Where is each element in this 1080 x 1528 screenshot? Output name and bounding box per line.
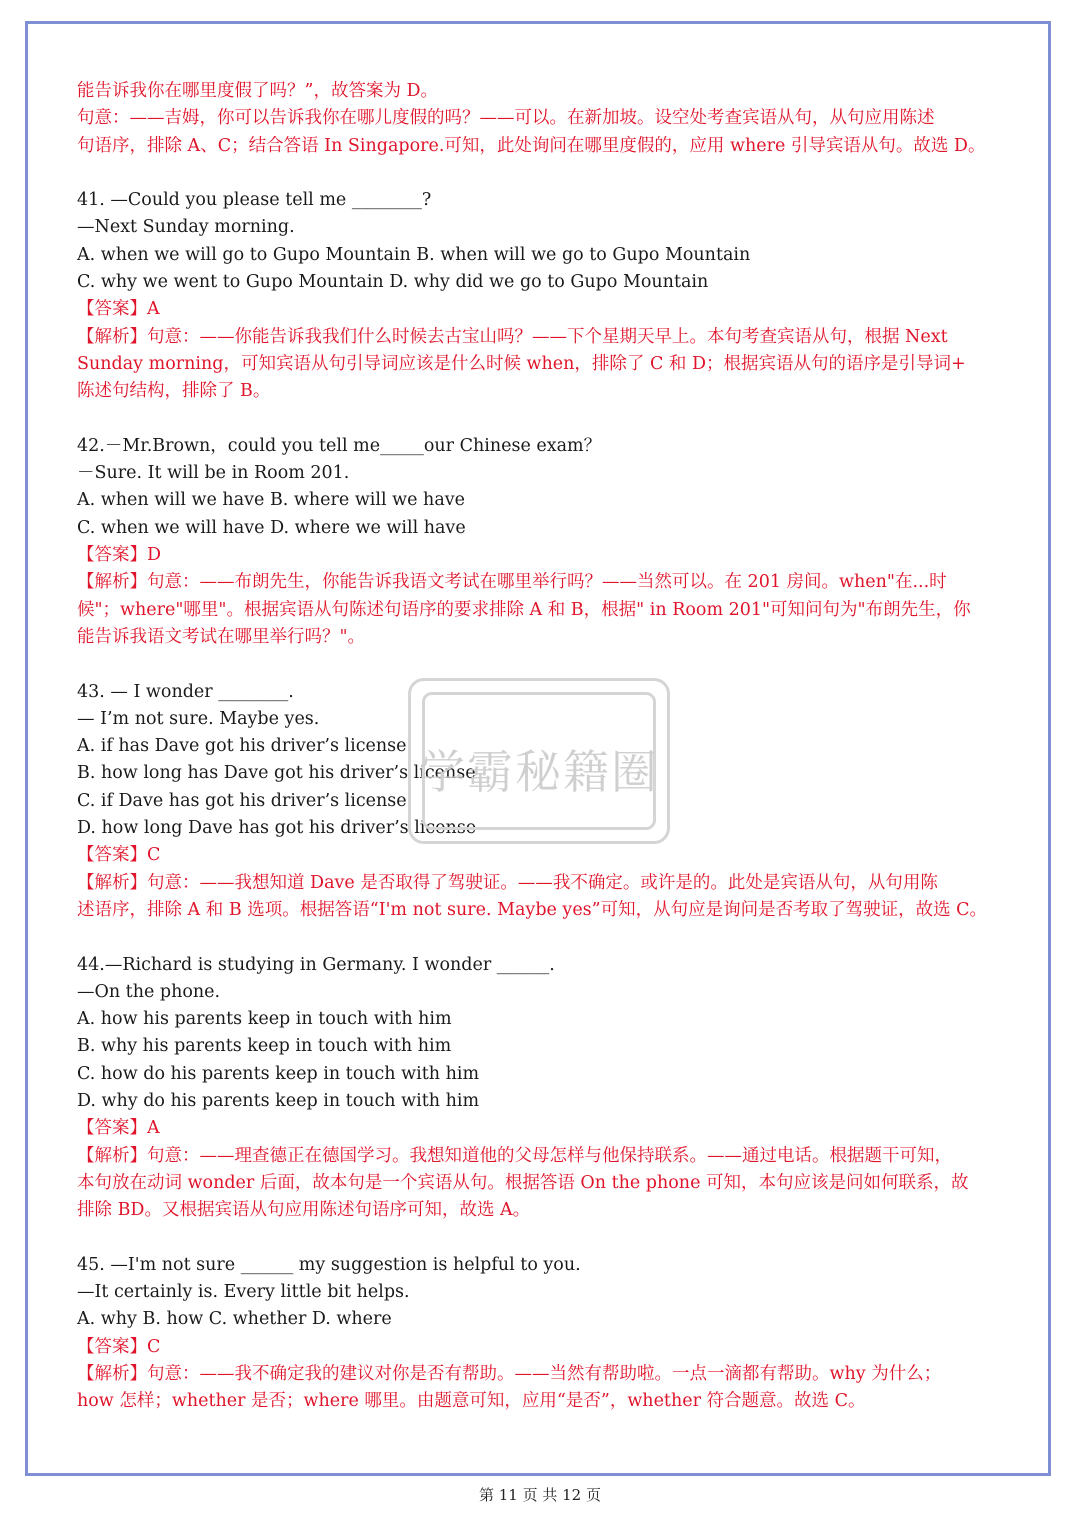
blank-line <box>77 1224 1007 1251</box>
page-footer: 第 11 页 共 12 页 <box>478 1486 601 1504</box>
answer-explanation-line: 能告诉我语文考试在哪里举行吗？"。 <box>77 626 366 647</box>
question-line: A. when will we have B. where will we have <box>77 490 465 511</box>
answer-explanation-line: 【答案】A <box>77 1118 160 1139</box>
question-line: C. when we will have D. where we will have <box>77 517 466 538</box>
answer-explanation-line: Sunday morning，可知宾语从句引导词应该是什么时候 when，排除了 C 和 D；根据宾语从句的语序是引导词+ <box>77 353 966 374</box>
answer-explanation-line: 能告诉我你在哪里度假了吗？”，故答案为 D。 <box>77 81 439 101</box>
answer-explanation-line: 【解析】句意：——布朗先生，你能告诉我语文考试在哪里举行吗？——当然可以。在 201 房间。when"在...时 <box>77 572 947 593</box>
question-line: C. why we went to Gupo Mountain D. why did we go to Gupo Mountain <box>77 272 709 293</box>
watermark <box>408 678 670 844</box>
answer-explanation-line: 【解析】句意：——我想知道 Dave 是否取得了驾驶证。——我不确定。或许是的。此处是宾语从句，从句用陈 <box>77 872 938 893</box>
question-line: 43. — I wonder ________. <box>77 681 294 702</box>
question-line: A. how his parents keep in touch with him <box>77 1009 452 1030</box>
question-line: C. how do his parents keep in touch with him <box>77 1063 480 1084</box>
answer-explanation-line: 【答案】C <box>77 845 161 866</box>
answer-explanation-line: 【答案】D <box>77 545 162 566</box>
blank-line <box>77 406 1007 433</box>
question-line: 42.－Mr.Brown，could you tell me_____our Chinese exam？ <box>77 435 602 456</box>
question-line: 44.—Richard is studying in Germany. I wonder ______. <box>77 954 555 975</box>
question-line: D. why do his parents keep in touch with him <box>77 1090 480 1111</box>
question-line: －Sure. It will be in Room 201. <box>77 463 350 484</box>
question-line: B. how long has Dave got his driver’s license <box>77 763 476 784</box>
question-line: — I’m not sure. Maybe yes. <box>77 708 320 729</box>
answer-explanation-line: 句意：——吉姆，你可以告诉我你在哪儿度假的吗？——可以。在新加坡。设空处考查宾语从句，从句应用陈述 <box>77 108 935 129</box>
question-line: 45. —I'm not sure ______ my suggestion is helpful to you. <box>77 1254 581 1275</box>
question-line: —Next Sunday morning. <box>77 217 295 238</box>
watermark-text: 学霸秘籍圈 <box>419 745 659 799</box>
answer-explanation-line: 本句放在动词 wonder 后面，故本句是一个宾语从句。根据答语 On the phone 可知，本句应该是问如何联系，故 <box>77 1172 969 1193</box>
answer-explanation-line: 【解析】句意：——我不确定我的建议对你是否有帮助。——当然有帮助啦。一点一滴都有帮助。why 为什么； <box>77 1363 942 1384</box>
question-line: A. why B. how C. whether D. where <box>77 1309 392 1330</box>
question-line: D. how long Dave has got his driver’s license <box>77 818 477 839</box>
answer-explanation-line: 【答案】C <box>77 1336 161 1357</box>
blank-line <box>77 651 1007 678</box>
question-line: A. when we will go to Gupo Mountain B. when will we go to Gupo Mountain <box>77 244 751 265</box>
question-line: —It certainly is. Every little bit helps. <box>77 1282 410 1303</box>
question-line: B. why his parents keep in touch with him <box>77 1036 452 1057</box>
question-line: 41. —Could you please tell me ________? <box>77 190 432 211</box>
question-line: —On the phone. <box>77 981 221 1002</box>
answer-explanation-line: 【解析】句意：——理查德正在德国学习。我想知道他的父母怎样与他保持联系。——通过电话。根据题干可知， <box>77 1145 952 1166</box>
answer-explanation-line: 排除 BD。又根据宾语从句应用陈述句语序可知，故选 A。 <box>77 1200 531 1221</box>
question-line: C. if Dave has got his driver’s license <box>77 790 407 811</box>
answer-explanation-line: 陈述句结构，排除了 B。 <box>77 381 271 402</box>
blank-line <box>77 924 1007 951</box>
answer-explanation-line: how 怎样；whether 是否；where 哪里。由题意可知，应用“是否”，whether 符合题意。故选 C。 <box>77 1391 866 1412</box>
answer-explanation-line: 【解析】句意：——你能告诉我我们什么时候去古宝山吗？——下个星期天早上。本句考查宾语从句，根据 Next <box>77 326 948 347</box>
question-line: A. if has Dave got his driver’s license <box>77 736 407 757</box>
blank-line <box>77 160 1007 187</box>
answer-explanation-line: 【答案】A <box>77 299 160 320</box>
answer-explanation-line: 句语序，排除 A、C；结合答语 In Singapore.可知，此处询问在哪里度假的，应用 where 引导宾语从句。故选 D。 <box>77 135 986 156</box>
answer-explanation-line: 述语序，排除 A 和 B 选项。根据答语“I'm not sure. Maybe yes”可知，从句应是询问是否考取了驾驶证，故选 C。 <box>77 899 988 920</box>
answer-explanation-line: 候"；where"哪里"。根据宾语从句陈述句语序的要求排除 A 和 B，根据" in Room 201"可知问句为"布朗先生，你 <box>77 599 971 620</box>
